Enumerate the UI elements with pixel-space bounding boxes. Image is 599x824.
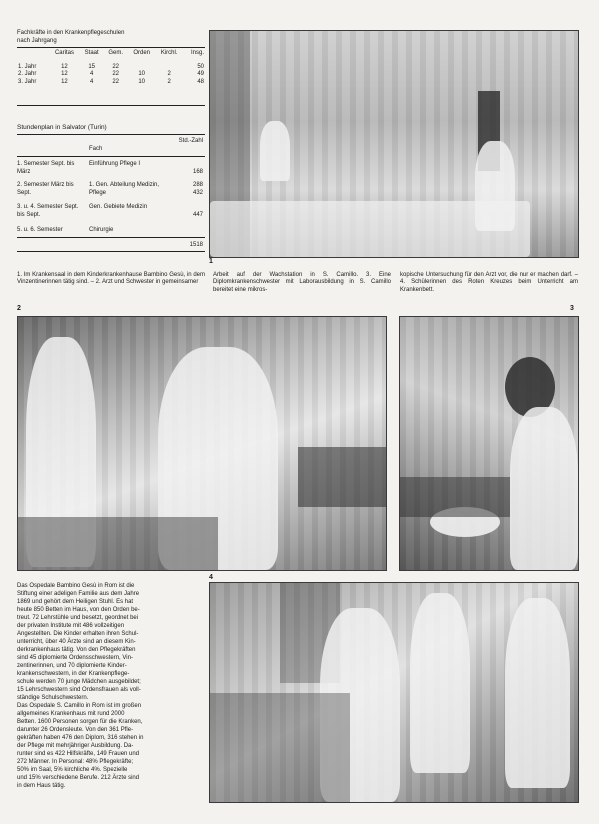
body-text-line: darunter 26 Ordensleute. Von den 361 Pfle- bbox=[17, 727, 134, 733]
body-text-line: runter sind es 422 Hilfskräfte, 149 Frauen und bbox=[17, 751, 140, 757]
table2-rule-bottom bbox=[17, 251, 205, 252]
caption-col2: Arbeit auf der Wachstation in S. Camillo. 3. Eine Diplomkrankenschwester mit Laborausbildung in S. Camillo bereitet eine mikros- bbox=[213, 272, 391, 293]
table1-title-line2: nach Jahrgang bbox=[17, 37, 57, 44]
table1-cell: 12 bbox=[61, 63, 68, 70]
table2-period: 1. Semester Sept. bis März bbox=[17, 161, 75, 175]
table2-period: 2. Semester März bis Sept. bbox=[17, 182, 74, 196]
table1-cell: 22 bbox=[112, 71, 120, 78]
table-row bbox=[17, 79, 205, 87]
body-text-line: zentinerinnen, und 70 diplomierte Kinder- bbox=[17, 663, 127, 669]
body-text-line: derkrankenhaus tätig. Von den Pflegekräften bbox=[17, 647, 136, 653]
table1-grid bbox=[17, 50, 205, 86]
table1-cell: 10 bbox=[138, 78, 146, 85]
table2-period: 5. u. 6. Semester bbox=[17, 227, 63, 233]
body-text-line: treut. 72 Lehrstühle und besetzt, geordnet bei bbox=[17, 615, 139, 621]
table1-cell: 48 bbox=[197, 78, 204, 85]
table-row bbox=[17, 64, 205, 72]
table2-header-hours: Std.-Zahl bbox=[178, 138, 203, 144]
table1-title-line1: Fachkräfte in den Krankenpflegeschulen bbox=[17, 30, 125, 36]
body-text-line: Angestellten. Die Kinder erhalten ihren Schul- bbox=[17, 631, 139, 637]
table2 bbox=[17, 124, 205, 254]
table1-header: Kirchl. bbox=[160, 50, 178, 56]
photo-laboratory bbox=[399, 316, 579, 571]
table-row bbox=[17, 71, 205, 79]
table1-cell: 4 bbox=[89, 78, 94, 85]
table2-period: 3. u. 4. Semester Sept. bis Sept. bbox=[17, 204, 79, 218]
body-text-line: ständige Schulschwestern. bbox=[17, 695, 89, 701]
body-text-line: 15 Lehrschwestern sind Ordensfrauen als voll- bbox=[17, 687, 141, 693]
table1-cell: 1. Jahr bbox=[18, 63, 37, 70]
table2-hours: 168 bbox=[192, 169, 203, 175]
photo-nursing-students-bedside bbox=[209, 582, 579, 803]
body-text-line: 1869 und gehört dem Heiligen Stuhl. Es hat bbox=[17, 599, 134, 605]
figure-number: 3 bbox=[570, 305, 574, 312]
body-text-line: der privaten Institute mit 486 vollzeitigen bbox=[17, 623, 125, 629]
body-text-line: Das Ospedale S. Camillo in Rom ist im großen bbox=[17, 703, 142, 709]
body-text-line: 272 Männer. In Personal: 48% Pflegekräfte; bbox=[17, 759, 134, 765]
body-text-line: krankenschwestern, in der Krankenpflege- bbox=[17, 671, 130, 677]
body-text-column bbox=[17, 582, 205, 790]
body-text-line: in dem Haus tätig. bbox=[17, 783, 66, 789]
table1-cell: 3. Jahr bbox=[18, 78, 37, 85]
body-text-line: Betten. 1600 Personen sorgen für die Kranken, bbox=[17, 719, 143, 725]
body-text-line: der Pflege mit mehrjähriger Ausbildung. Da- bbox=[17, 743, 134, 749]
table1-cell: 22 bbox=[112, 78, 120, 85]
table2-rule-total bbox=[17, 237, 205, 238]
table1-header-row bbox=[17, 50, 205, 58]
table2-header-fach: Fach bbox=[89, 146, 103, 152]
photo-hospital-ward bbox=[209, 30, 579, 258]
body-text-line: allgemeines Krankenhaus mit rund 2000 bbox=[17, 711, 125, 717]
figure-number: 1 bbox=[209, 258, 213, 265]
body-text-line: heute 850 Betten im Haus, von den Orden be- bbox=[17, 607, 140, 613]
table2-subject: 1. Gen. Abteilung Medizin, Pflege bbox=[89, 182, 160, 196]
table1 bbox=[17, 30, 205, 85]
table2-total: 1518 bbox=[189, 242, 203, 248]
table1-cell: 2 bbox=[167, 71, 171, 78]
table1-cell: 2 bbox=[167, 78, 171, 85]
table1-cell bbox=[128, 64, 155, 72]
table1-cell: 10 bbox=[138, 71, 146, 78]
body-text-line: sind 45 diplomierte Ordensschwestern, Vin- bbox=[17, 655, 133, 661]
table1-header: Gem. bbox=[108, 50, 124, 56]
caption-col1: 1. Im Krankensaal in dem Kinderkrankenhause Bambino Gesù, in dem Vinzentinerinnen tätig sind. – 2. Arzt und Schwester in gemeinsamer bbox=[17, 272, 205, 286]
table2-subject: Chirurgie bbox=[89, 227, 114, 233]
table1-cell: 49 bbox=[197, 71, 204, 78]
table1-rule-top bbox=[17, 47, 205, 48]
table2-title: Stundenplan in Salvator (Turin) bbox=[17, 124, 107, 131]
body-text-line: gekräften haben 476 den Diplom, 316 stehen in bbox=[17, 735, 144, 741]
table1-header: Caritas bbox=[54, 50, 74, 56]
table2-hours: 447 bbox=[192, 212, 203, 218]
table1-header bbox=[17, 50, 49, 58]
table1-cell: 22 bbox=[112, 63, 120, 70]
table2-hours: 288 432 bbox=[192, 182, 203, 196]
table1-cell: 2. Jahr bbox=[18, 71, 37, 78]
body-text-line: unterricht, über 40 Ärzte sind an diesem Kin- bbox=[17, 639, 136, 645]
caption-col3: kopische Untersuchung für den Arzt vor, die nur er machen darf. – 4. Schülerinnen des Roten Kreuzes beim Unterricht am Krankenbett. bbox=[400, 272, 578, 293]
table2-rule-top bbox=[17, 134, 205, 135]
table2-subject: Einführung Pflege I bbox=[89, 161, 141, 167]
table2-rule-head bbox=[17, 156, 205, 157]
table1-header: Orden bbox=[133, 50, 151, 56]
figure-number: 2 bbox=[17, 305, 21, 312]
table1-header: Staat bbox=[84, 50, 99, 56]
table1-cell: 50 bbox=[197, 63, 204, 70]
table1-header: Insg. bbox=[190, 50, 204, 56]
table1-cell: 4 bbox=[89, 71, 94, 78]
body-text-line: und 15% verschiedene Berufe. 212 Ärzte sind bbox=[17, 775, 140, 781]
table1-cell bbox=[155, 64, 182, 72]
photo-doctor-and-nurse bbox=[17, 316, 387, 571]
body-text-line: schule werden 70 junge Mädchen ausgebildet; bbox=[17, 679, 141, 685]
table2-subject: Gen. Gebiete Medizin bbox=[89, 204, 148, 210]
table1-cell: 12 bbox=[61, 78, 68, 85]
body-text-line: Stiftung einer adeligen Familie aus dem Jahre bbox=[17, 591, 140, 597]
figure-number: 4 bbox=[209, 574, 213, 581]
body-text-line: 50% im Saal, 5% kirchliche 4%. Spezielle bbox=[17, 767, 128, 773]
table1-rule-bottom bbox=[17, 105, 205, 106]
table1-cell: 15 bbox=[88, 63, 95, 70]
body-text-line: Das Ospedale Bambino Gesù in Rom ist die bbox=[17, 583, 135, 589]
table1-cell: 12 bbox=[61, 71, 68, 78]
